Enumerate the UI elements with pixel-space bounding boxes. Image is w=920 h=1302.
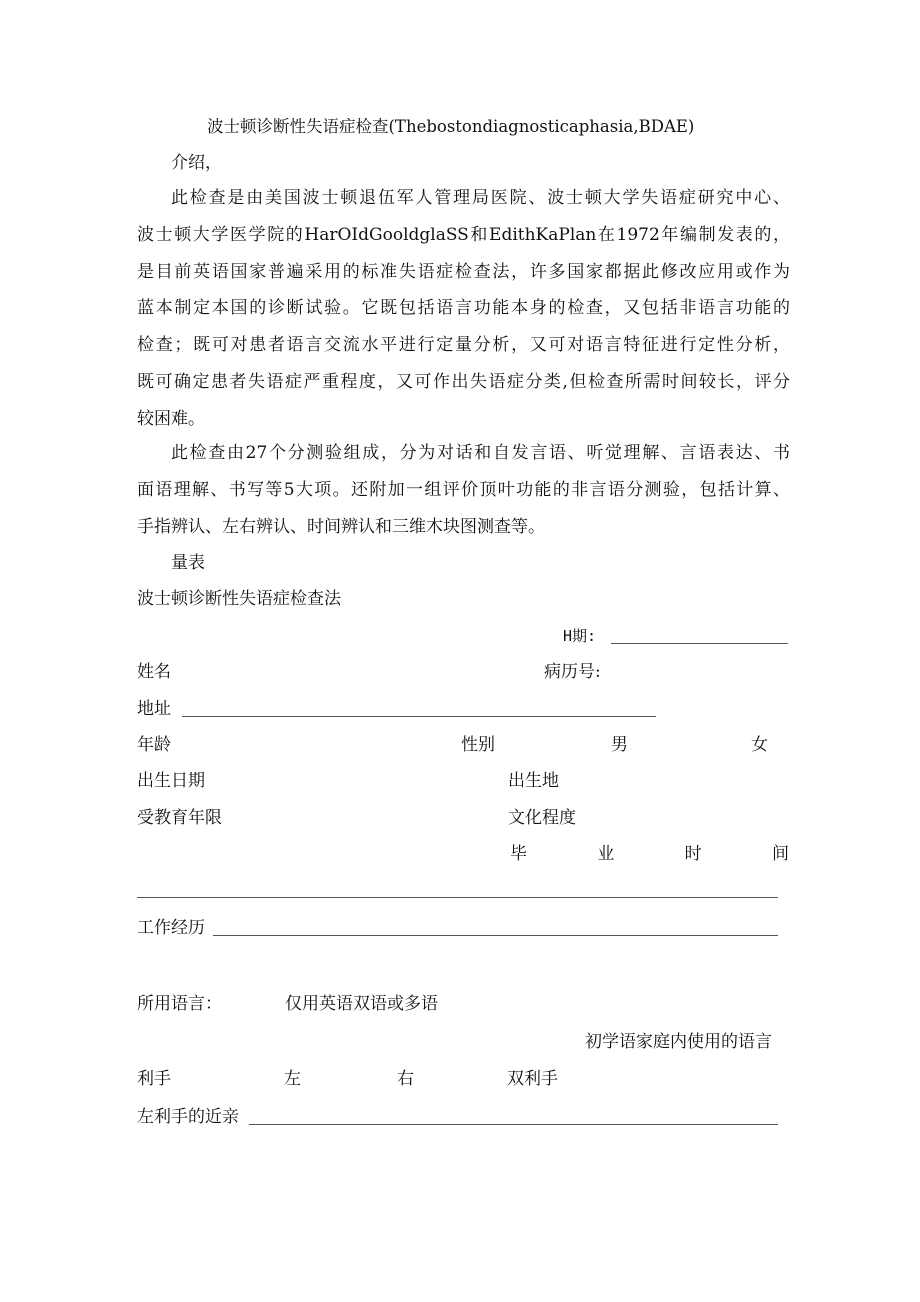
address-blank[interactable]: [182, 716, 656, 717]
paragraph-1-line: 此检查是由美国波士顿退伍军人管理局医院、波士顿大学失语症研究中心、: [171, 188, 790, 208]
paragraph-1-line: 是目前英语国家普遍采用的标准失语症检查法，许多国家都据此修改应用或作为: [137, 261, 790, 282]
paragraph-2-line: 此检查由27个分测验组成，分为对话和自发言语、听觉理解、言语表达、书: [171, 443, 790, 463]
work-history-blank[interactable]: [213, 935, 778, 936]
birthplace-label: 出生地: [508, 771, 559, 791]
paragraph-1-line: 检查；既可对患者语言交流水平进行定量分析，又可对语言特征进行定性分析，: [137, 335, 790, 356]
paragraph-1-line: 蓝本制定本国的诊断试验。它既包括语言功能本身的检查，又包括非语言功能的: [137, 298, 790, 319]
left-handed-relatives-label: 左利手的近亲: [137, 1107, 239, 1127]
graduation-time-label: [510, 844, 789, 864]
handedness-option-right[interactable]: 右: [397, 1069, 414, 1089]
paragraph-2-line: 面语理解、书写等5大项。还附加一组评价顶叶功能的非言语分测验，包括计算、: [137, 479, 790, 500]
age-label: 年龄: [137, 735, 171, 755]
sex-option-male[interactable]: 男: [611, 735, 628, 755]
record-number-label: 病历号:: [544, 662, 601, 682]
paragraph-1-line: 波士顿大学医学院的HarOIdGooldglaSS和EdithKaPlan在1972年编制发表的，: [137, 224, 790, 245]
name-label: 姓名: [137, 662, 171, 682]
date-blank[interactable]: [611, 643, 788, 644]
sex-label: 性别: [461, 735, 495, 755]
graduation-time-char: 毕: [510, 844, 527, 864]
left-handed-relatives-blank[interactable]: [249, 1124, 778, 1125]
form-title: 波士顿诊断性失语症检查法: [137, 589, 341, 609]
date-label: H期:: [563, 627, 597, 645]
paragraph-1: [137, 180, 790, 438]
work-history-label: 工作经历: [137, 918, 205, 938]
paragraph-2-line: 手指辨认、左右辨认、时间辨认和三维木块图测查等。: [137, 516, 545, 537]
language-options[interactable]: 仅用英语双语或多语: [285, 994, 438, 1014]
birthdate-label: 出生日期: [137, 771, 205, 791]
paragraph-1-line: 既可确定患者失语症严重程度，又可作出失语症分类,但检查所需时间较长，评分: [137, 371, 790, 392]
handedness-label: 利手: [137, 1069, 171, 1089]
graduation-time-char: 间: [771, 844, 789, 864]
intro-heading: 介绍，: [171, 153, 222, 173]
handedness-option-left[interactable]: 左: [284, 1069, 301, 1089]
culture-level-label: 文化程度: [508, 808, 576, 828]
sex-option-female[interactable]: 女: [751, 735, 768, 755]
handedness-option-ambidextrous[interactable]: 双利手: [507, 1069, 558, 1089]
education-years-label: 受教育年限: [137, 808, 222, 828]
scale-heading: 量表: [171, 553, 205, 573]
address-label: 地址: [137, 699, 171, 719]
graduation-time-char: 业: [597, 844, 615, 864]
graduation-time-char: 时: [684, 844, 702, 864]
paragraph-1-line: 较困难。: [137, 408, 205, 429]
document-title: 波士顿诊断性失语症检查(Thebostondiagnosticaphasia,BDAE): [207, 117, 695, 136]
first-language-label: 初学语家庭内使用的语言: [585, 1032, 772, 1052]
paragraph-2: [137, 435, 790, 545]
language-label: 所用语言：: [137, 994, 222, 1014]
graduation-time-blank[interactable]: [137, 897, 778, 898]
